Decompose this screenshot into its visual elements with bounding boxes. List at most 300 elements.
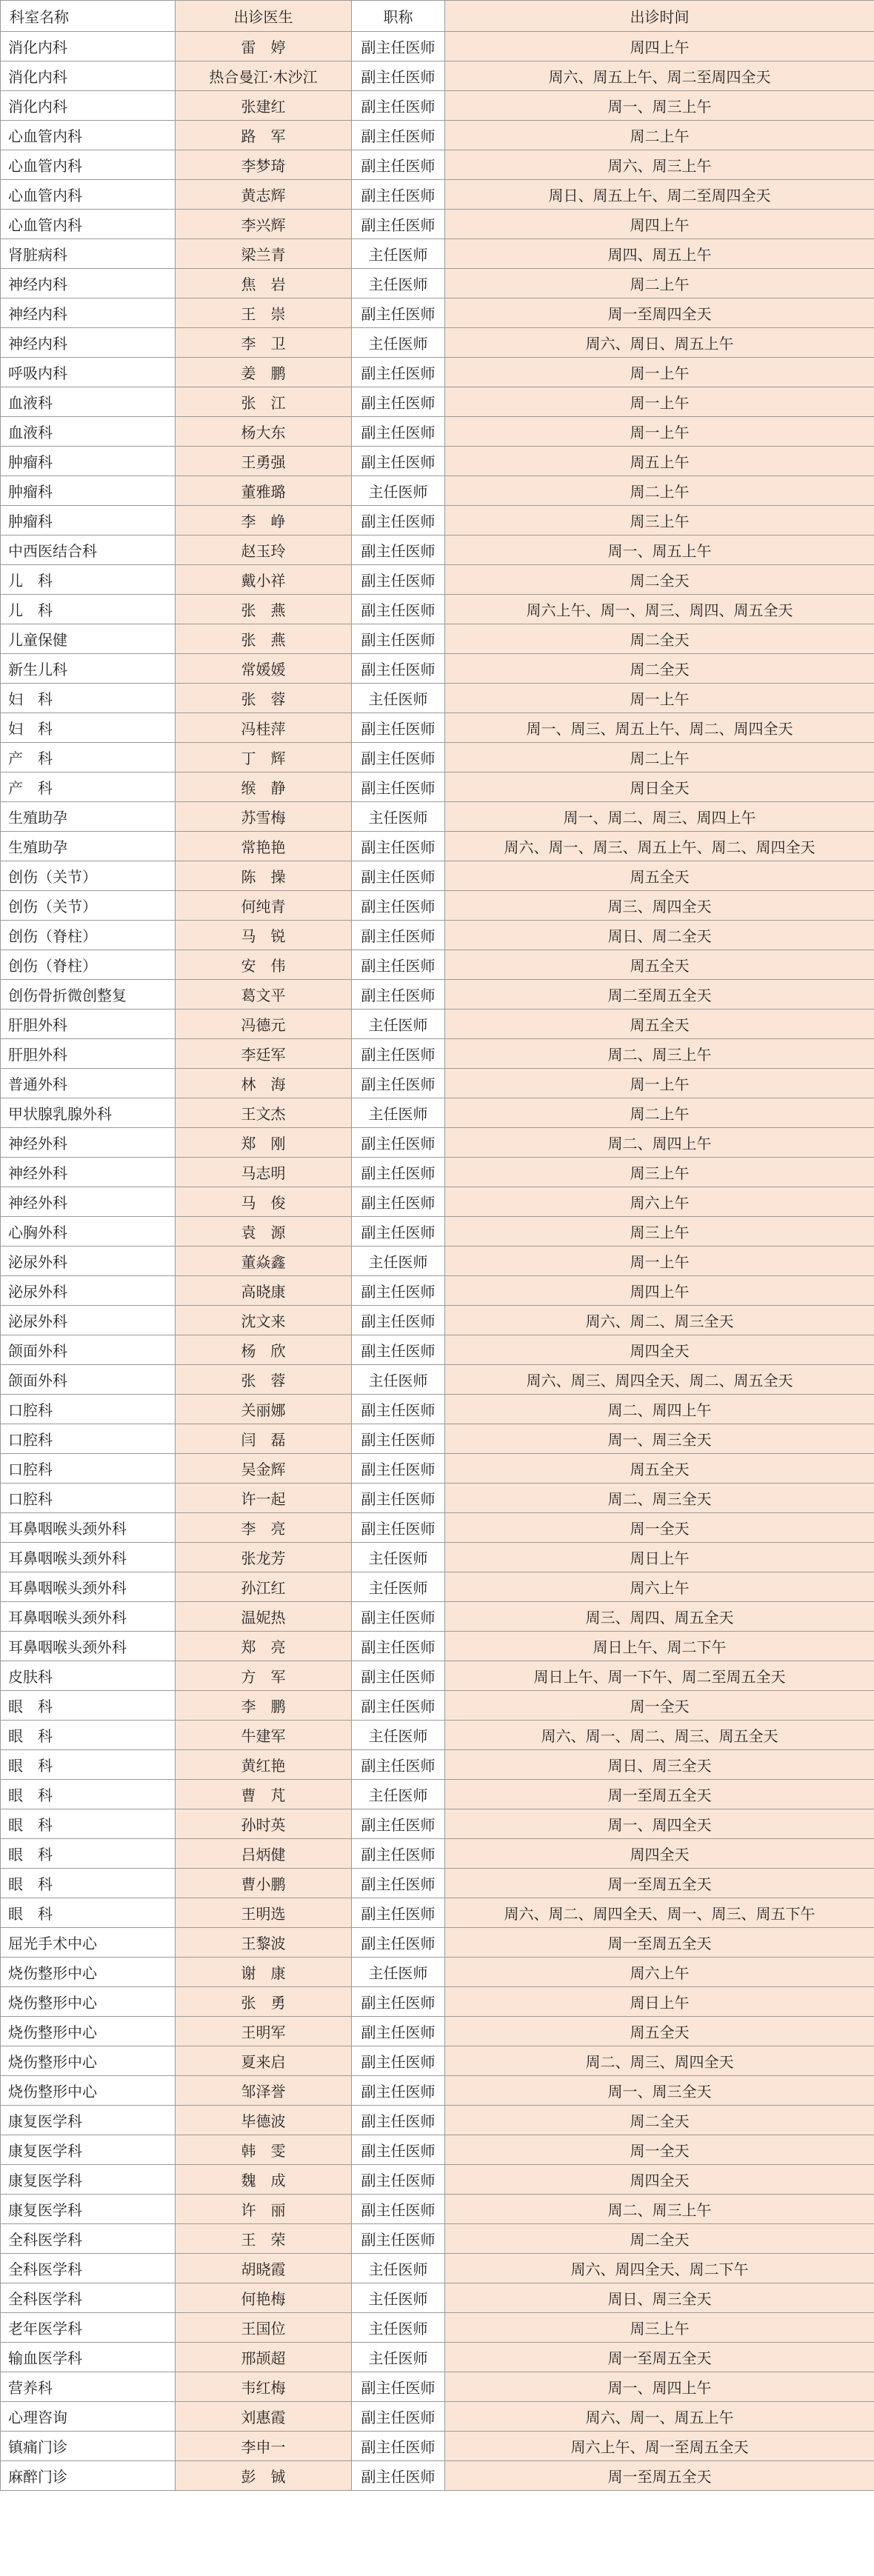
cell-schedule: 周四、周五上午: [445, 239, 874, 269]
cell-doctor: 李 亮: [176, 1513, 352, 1543]
cell-title: 副主任医师: [352, 1069, 445, 1098]
cell-title: 主任医师: [352, 328, 445, 358]
cell-department: 烧伤整形中心: [1, 2076, 176, 2106]
cell-department: 颌面外科: [1, 1335, 176, 1365]
cell-department: 儿 科: [1, 565, 176, 595]
table-row: [1, 2076, 874, 2106]
cell-doctor: 关丽娜: [176, 1395, 352, 1424]
cell-schedule: 周二上午: [445, 121, 874, 150]
cell-title: 副主任医师: [352, 654, 445, 684]
cell-doctor: 孙时英: [176, 1809, 352, 1839]
cell-schedule: 周一、周三上午: [445, 91, 874, 121]
cell-title: 副主任医师: [352, 1513, 445, 1543]
cell-title: 主任医师: [352, 2313, 445, 2343]
cell-doctor: 王 崇: [176, 298, 352, 328]
cell-department: 皮肤科: [1, 1661, 176, 1691]
cell-title: 副主任医师: [352, 1691, 445, 1721]
cell-schedule: 周一上午: [445, 387, 874, 417]
cell-title: 主任医师: [352, 1721, 445, 1750]
cell-doctor: 李梦琦: [176, 150, 352, 180]
table-row: [1, 2432, 874, 2461]
cell-schedule: 周一至周五全天: [445, 1928, 874, 1958]
cell-doctor: 林 海: [176, 1069, 352, 1098]
cell-department: 康复医学科: [1, 2165, 176, 2195]
cell-title: 主任医师: [352, 1365, 445, 1395]
cell-title: 副主任医师: [352, 180, 445, 210]
cell-doctor: 郑 亮: [176, 1632, 352, 1661]
table-row: [1, 743, 874, 773]
cell-title: 副主任医师: [352, 1898, 445, 1928]
cell-doctor: 王国位: [176, 2313, 352, 2343]
cell-department: 屈光手术中心: [1, 1928, 176, 1958]
cell-schedule: 周五全天: [445, 1454, 874, 1484]
cell-schedule: 周二全天: [445, 2224, 874, 2254]
cell-schedule: 周五全天: [445, 950, 874, 980]
cell-title: 副主任医师: [352, 298, 445, 328]
table-row: [1, 2046, 874, 2076]
cell-schedule: 周日上午、周一下午、周二至周五全天: [445, 1661, 874, 1691]
table-row: [1, 1217, 874, 1247]
cell-department: 眼 科: [1, 1721, 176, 1750]
cell-title: 主任医师: [352, 2254, 445, 2283]
cell-doctor: 吴金辉: [176, 1454, 352, 1484]
table-row: [1, 2283, 874, 2313]
cell-doctor: 李申一: [176, 2432, 352, 2461]
cell-schedule: 周日、周五上午、周二至周四全天: [445, 180, 874, 210]
cell-doctor: 李 卫: [176, 328, 352, 358]
cell-title: 副主任医师: [352, 1158, 445, 1187]
cell-schedule: 周二全天: [445, 565, 874, 595]
cell-department: 烧伤整形中心: [1, 2017, 176, 2046]
cell-title: 副主任医师: [352, 150, 445, 180]
cell-schedule: 周日、周二全天: [445, 921, 874, 950]
cell-schedule: 周四上午: [445, 210, 874, 239]
cell-schedule: 周一上午: [445, 1069, 874, 1098]
table-row: [1, 1187, 874, 1217]
table-row: [1, 654, 874, 684]
cell-title: 副主任医师: [352, 1809, 445, 1839]
table-row: [1, 832, 874, 861]
cell-title: 副主任医师: [352, 1661, 445, 1691]
cell-department: 甲状腺乳腺外科: [1, 1098, 176, 1128]
cell-title: 副主任医师: [352, 2402, 445, 2432]
cell-title: 副主任医师: [352, 1306, 445, 1335]
table-row: [1, 1365, 874, 1395]
cell-doctor: 温妮热: [176, 1602, 352, 1632]
cell-department: 儿童保健: [1, 624, 176, 654]
cell-schedule: 周日、周三全天: [445, 1750, 874, 1780]
cell-schedule: 周一、周三全天: [445, 1424, 874, 1454]
cell-doctor: 常媛媛: [176, 654, 352, 684]
cell-department: 创伤（关节）: [1, 861, 176, 891]
cell-department: 颌面外科: [1, 1365, 176, 1395]
cell-schedule: 周二上午: [445, 269, 874, 298]
table-row: [1, 447, 874, 476]
cell-title: 副主任医师: [352, 832, 445, 861]
cell-department: 心血管内科: [1, 121, 176, 150]
cell-title: 副主任医师: [352, 447, 445, 476]
cell-doctor: 张龙芳: [176, 1543, 352, 1572]
cell-schedule: 周二、周三上午: [445, 1039, 874, 1069]
cell-department: 老年医学科: [1, 2313, 176, 2343]
cell-department: 口腔科: [1, 1454, 176, 1484]
cell-schedule: 周二上午: [445, 476, 874, 506]
cell-title: 副主任医师: [352, 861, 445, 891]
cell-schedule: 周六、周二、周四全天、周一、周三、周五下午: [445, 1898, 874, 1928]
table-row: [1, 1839, 874, 1869]
cell-schedule: 周六上午: [445, 1187, 874, 1217]
table-row: [1, 2224, 874, 2254]
cell-doctor: 张 燕: [176, 595, 352, 624]
cell-schedule: 周六上午、周一、周三、周四、周五全天: [445, 595, 874, 624]
cell-doctor: 邢颉超: [176, 2343, 352, 2372]
cell-department: 心血管内科: [1, 180, 176, 210]
cell-schedule: 周三上午: [445, 1158, 874, 1187]
cell-title: 副主任医师: [352, 2195, 445, 2224]
cell-schedule: 周一全天: [445, 2135, 874, 2165]
cell-department: 血液科: [1, 387, 176, 417]
cell-schedule: 周日上午、周二下午: [445, 1632, 874, 1661]
table-row: [1, 2254, 874, 2283]
cell-doctor: 王文杰: [176, 1098, 352, 1128]
cell-department: 镇痛门诊: [1, 2432, 176, 2461]
cell-department: 口腔科: [1, 1484, 176, 1513]
cell-schedule: 周一上午: [445, 417, 874, 447]
cell-schedule: 周一至周四全天: [445, 298, 874, 328]
table-row: [1, 950, 874, 980]
cell-schedule: 周六、周一、周三、周五上午、周二、周四全天: [445, 832, 874, 861]
cell-doctor: 张 勇: [176, 1987, 352, 2017]
cell-doctor: 孙江红: [176, 1572, 352, 1602]
table-row: [1, 980, 874, 1010]
cell-title: 副主任医师: [352, 417, 445, 447]
table-row: [1, 387, 874, 417]
cell-schedule: 周一、周三全天: [445, 2076, 874, 2106]
cell-schedule: 周日、周三全天: [445, 2283, 874, 2313]
table-row: [1, 269, 874, 298]
table-row: [1, 328, 874, 358]
table-row: [1, 1424, 874, 1454]
cell-department: 肾脏病科: [1, 239, 176, 269]
cell-title: 主任医师: [352, 1780, 445, 1809]
table-row: [1, 1010, 874, 1039]
table-row: [1, 180, 874, 210]
cell-title: 副主任医师: [352, 121, 445, 150]
cell-schedule: 周四上午: [445, 1276, 874, 1306]
cell-schedule: 周一全天: [445, 1691, 874, 1721]
cell-title: 主任医师: [352, 1010, 445, 1039]
cell-doctor: 路 军: [176, 121, 352, 150]
cell-doctor: 高晓康: [176, 1276, 352, 1306]
cell-doctor: 雷 婷: [176, 32, 352, 61]
cell-department: 心血管内科: [1, 150, 176, 180]
table-row: [1, 1395, 874, 1424]
cell-department: 眼 科: [1, 1780, 176, 1809]
table-row: [1, 1543, 874, 1572]
cell-doctor: 王明选: [176, 1898, 352, 1928]
cell-schedule: 周六上午、周一至周五全天: [445, 2432, 874, 2461]
cell-department: 创伤（脊柱）: [1, 950, 176, 980]
cell-schedule: 周二、周四上午: [445, 1395, 874, 1424]
table-row: [1, 2165, 874, 2195]
table-row: [1, 1069, 874, 1098]
cell-title: 主任医师: [352, 1543, 445, 1572]
cell-schedule: 周二、周三上午: [445, 2195, 874, 2224]
cell-title: 副主任医师: [352, 1869, 445, 1898]
cell-department: 普通外科: [1, 1069, 176, 1098]
cell-title: 副主任医师: [352, 1484, 445, 1513]
cell-title: 副主任医师: [352, 1276, 445, 1306]
cell-doctor: 李 鹏: [176, 1691, 352, 1721]
cell-department: 营养科: [1, 2372, 176, 2402]
cell-title: 主任医师: [352, 239, 445, 269]
cell-schedule: 周一至周五全天: [445, 1780, 874, 1809]
table-row: [1, 1780, 874, 1809]
cell-department: 心血管内科: [1, 210, 176, 239]
cell-schedule: 周六、周二、周三全天: [445, 1306, 874, 1335]
cell-title: 副主任医师: [352, 2076, 445, 2106]
cell-doctor: 丁 辉: [176, 743, 352, 773]
cell-title: 副主任医师: [352, 980, 445, 1010]
cell-title: 主任医师: [352, 1572, 445, 1602]
cell-department: 生殖助孕: [1, 832, 176, 861]
cell-schedule: 周一、周四上午: [445, 2372, 874, 2402]
cell-department: 消化内科: [1, 91, 176, 121]
cell-department: 耳鼻咽喉头颈外科: [1, 1513, 176, 1543]
cell-title: 副主任医师: [352, 950, 445, 980]
cell-schedule: 周四上午: [445, 32, 874, 61]
cell-schedule: 周三上午: [445, 2313, 874, 2343]
cell-schedule: 周六上午: [445, 1572, 874, 1602]
cell-title: 主任医师: [352, 269, 445, 298]
cell-title: 副主任医师: [352, 565, 445, 595]
cell-title: 副主任医师: [352, 2461, 445, 2491]
cell-doctor: 冯桂萍: [176, 713, 352, 743]
cell-department: 全科医学科: [1, 2283, 176, 2313]
table-row: [1, 921, 874, 950]
table-row: [1, 1572, 874, 1602]
cell-doctor: 黄志辉: [176, 180, 352, 210]
cell-title: 副主任医师: [352, 2135, 445, 2165]
header-doctor: 出诊医生: [176, 1, 352, 32]
cell-doctor: 马 俊: [176, 1187, 352, 1217]
table-row: [1, 1513, 874, 1543]
cell-doctor: 张建红: [176, 91, 352, 121]
cell-schedule: 周一至周五全天: [445, 1869, 874, 1898]
cell-title: 副主任医师: [352, 1987, 445, 2017]
cell-doctor: 刘惠霞: [176, 2402, 352, 2432]
cell-doctor: 魏 成: [176, 2165, 352, 2195]
cell-schedule: 周一至周五全天: [445, 2461, 874, 2491]
cell-department: 眼 科: [1, 1839, 176, 1869]
cell-department: 心理咨询: [1, 2402, 176, 2432]
cell-doctor: 缑 静: [176, 773, 352, 802]
cell-schedule: 周六、周一、周五上午: [445, 2402, 874, 2432]
cell-department: 儿 科: [1, 595, 176, 624]
cell-department: 康复医学科: [1, 2135, 176, 2165]
cell-doctor: 曹 芃: [176, 1780, 352, 1809]
cell-doctor: 张 蓉: [176, 1365, 352, 1395]
cell-title: 副主任医师: [352, 743, 445, 773]
table-row: [1, 861, 874, 891]
cell-department: 耳鼻咽喉头颈外科: [1, 1572, 176, 1602]
cell-doctor: 热合曼江·木沙江: [176, 61, 352, 91]
cell-department: 肿瘤科: [1, 476, 176, 506]
cell-department: 妇 科: [1, 684, 176, 713]
table-row: [1, 358, 874, 387]
cell-department: 神经内科: [1, 298, 176, 328]
cell-doctor: 马 锐: [176, 921, 352, 950]
cell-schedule: 周五全天: [445, 1010, 874, 1039]
table-row: [1, 535, 874, 565]
cell-title: 主任医师: [352, 1958, 445, 1987]
cell-department: 产 科: [1, 743, 176, 773]
cell-title: 副主任医师: [352, 2046, 445, 2076]
cell-doctor: 许 丽: [176, 2195, 352, 2224]
table-row: [1, 1632, 874, 1661]
cell-title: 副主任医师: [352, 61, 445, 91]
table-row: [1, 2461, 874, 2491]
cell-doctor: 毕德波: [176, 2106, 352, 2135]
cell-schedule: 周日上午: [445, 1543, 874, 1572]
table-row: [1, 1809, 874, 1839]
table-row: [1, 2195, 874, 2224]
cell-schedule: 周二、周三、周四全天: [445, 2046, 874, 2076]
cell-schedule: 周六上午: [445, 1958, 874, 1987]
cell-title: 副主任医师: [352, 624, 445, 654]
cell-department: 全科医学科: [1, 2254, 176, 2283]
cell-schedule: 周三、周四全天: [445, 891, 874, 921]
table-body: [1, 32, 874, 2491]
cell-schedule: 周四全天: [445, 1335, 874, 1365]
cell-department: 创伤骨折微创整复: [1, 980, 176, 1010]
cell-doctor: 韩 雯: [176, 2135, 352, 2165]
cell-title: 副主任医师: [352, 1750, 445, 1780]
cell-title: 主任医师: [352, 802, 445, 832]
table-row: [1, 210, 874, 239]
table-row: [1, 1750, 874, 1780]
table-row: [1, 1928, 874, 1958]
cell-doctor: 李 峥: [176, 506, 352, 535]
cell-doctor: 姜 鹏: [176, 358, 352, 387]
cell-title: 副主任医师: [352, 2165, 445, 2195]
cell-department: 烧伤整形中心: [1, 1958, 176, 1987]
cell-title: 副主任医师: [352, 1928, 445, 1958]
cell-department: 耳鼻咽喉头颈外科: [1, 1543, 176, 1572]
cell-schedule: 周二、周四上午: [445, 1128, 874, 1158]
cell-doctor: 袁 源: [176, 1217, 352, 1247]
cell-department: 泌尿外科: [1, 1276, 176, 1306]
cell-department: 呼吸内科: [1, 358, 176, 387]
table-row: [1, 121, 874, 150]
table-row: [1, 1247, 874, 1276]
cell-title: 副主任医师: [352, 2017, 445, 2046]
table-row: [1, 1602, 874, 1632]
table-row: [1, 1306, 874, 1335]
table-row: [1, 802, 874, 832]
cell-schedule: 周六、周三上午: [445, 150, 874, 180]
cell-department: 创伤（关节）: [1, 891, 176, 921]
cell-department: 输血医学科: [1, 2343, 176, 2372]
cell-title: 副主任医师: [352, 1128, 445, 1158]
cell-title: 副主任医师: [352, 1602, 445, 1632]
cell-schedule: 周一、周三、周五上午、周二、周四全天: [445, 713, 874, 743]
cell-doctor: 马志明: [176, 1158, 352, 1187]
cell-schedule: 周六、周一、周二、周三、周五全天: [445, 1721, 874, 1750]
cell-department: 口腔科: [1, 1424, 176, 1454]
cell-doctor: 杨大东: [176, 417, 352, 447]
table-row: [1, 2313, 874, 2343]
table-row: [1, 713, 874, 743]
cell-department: 心胸外科: [1, 1217, 176, 1247]
table-row: [1, 1484, 874, 1513]
table-row: [1, 1869, 874, 1898]
table-row: [1, 2017, 874, 2046]
table-row: [1, 595, 874, 624]
cell-doctor: 王明军: [176, 2017, 352, 2046]
cell-doctor: 何艳梅: [176, 2283, 352, 2313]
table-row: [1, 2135, 874, 2165]
cell-department: 消化内科: [1, 61, 176, 91]
cell-doctor: 安 伟: [176, 950, 352, 980]
cell-department: 创伤（脊柱）: [1, 921, 176, 950]
cell-doctor: 董焱鑫: [176, 1247, 352, 1276]
cell-doctor: 陈 操: [176, 861, 352, 891]
cell-schedule: 周四全天: [445, 1839, 874, 1869]
cell-schedule: 周三上午: [445, 506, 874, 535]
cell-doctor: 黄红艳: [176, 1750, 352, 1780]
cell-doctor: 彭 铖: [176, 2461, 352, 2491]
table-row: [1, 2372, 874, 2402]
cell-title: 副主任医师: [352, 32, 445, 61]
cell-doctor: 方 军: [176, 1661, 352, 1691]
cell-department: 耳鼻咽喉头颈外科: [1, 1602, 176, 1632]
cell-title: 副主任医师: [352, 387, 445, 417]
cell-doctor: 何纯青: [176, 891, 352, 921]
cell-title: 主任医师: [352, 1098, 445, 1128]
cell-department: 眼 科: [1, 1750, 176, 1780]
table-row: [1, 417, 874, 447]
cell-title: 主任医师: [352, 2343, 445, 2372]
cell-department: 神经外科: [1, 1187, 176, 1217]
cell-schedule: 周二全天: [445, 654, 874, 684]
cell-title: 副主任医师: [352, 1217, 445, 1247]
header-department: 科室名称: [1, 1, 176, 32]
cell-title: 副主任医师: [352, 891, 445, 921]
table-row: [1, 2106, 874, 2135]
cell-title: 副主任医师: [352, 2372, 445, 2402]
cell-doctor: 葛文平: [176, 980, 352, 1010]
cell-doctor: 董雅璐: [176, 476, 352, 506]
cell-schedule: 周三、周四、周五全天: [445, 1602, 874, 1632]
cell-doctor: 张 江: [176, 387, 352, 417]
cell-schedule: 周五上午: [445, 447, 874, 476]
cell-title: 主任医师: [352, 476, 445, 506]
cell-schedule: 周一全天: [445, 1513, 874, 1543]
cell-department: 泌尿外科: [1, 1306, 176, 1335]
table-row: [1, 1691, 874, 1721]
cell-title: 副主任医师: [352, 1632, 445, 1661]
cell-doctor: 谢 康: [176, 1958, 352, 1987]
cell-title: 副主任医师: [352, 358, 445, 387]
cell-doctor: 王 荣: [176, 2224, 352, 2254]
table-row: [1, 1276, 874, 1306]
cell-department: 泌尿外科: [1, 1247, 176, 1276]
table-row: [1, 506, 874, 535]
cell-title: 主任医师: [352, 684, 445, 713]
table-row: [1, 684, 874, 713]
cell-title: 主任医师: [352, 1247, 445, 1276]
